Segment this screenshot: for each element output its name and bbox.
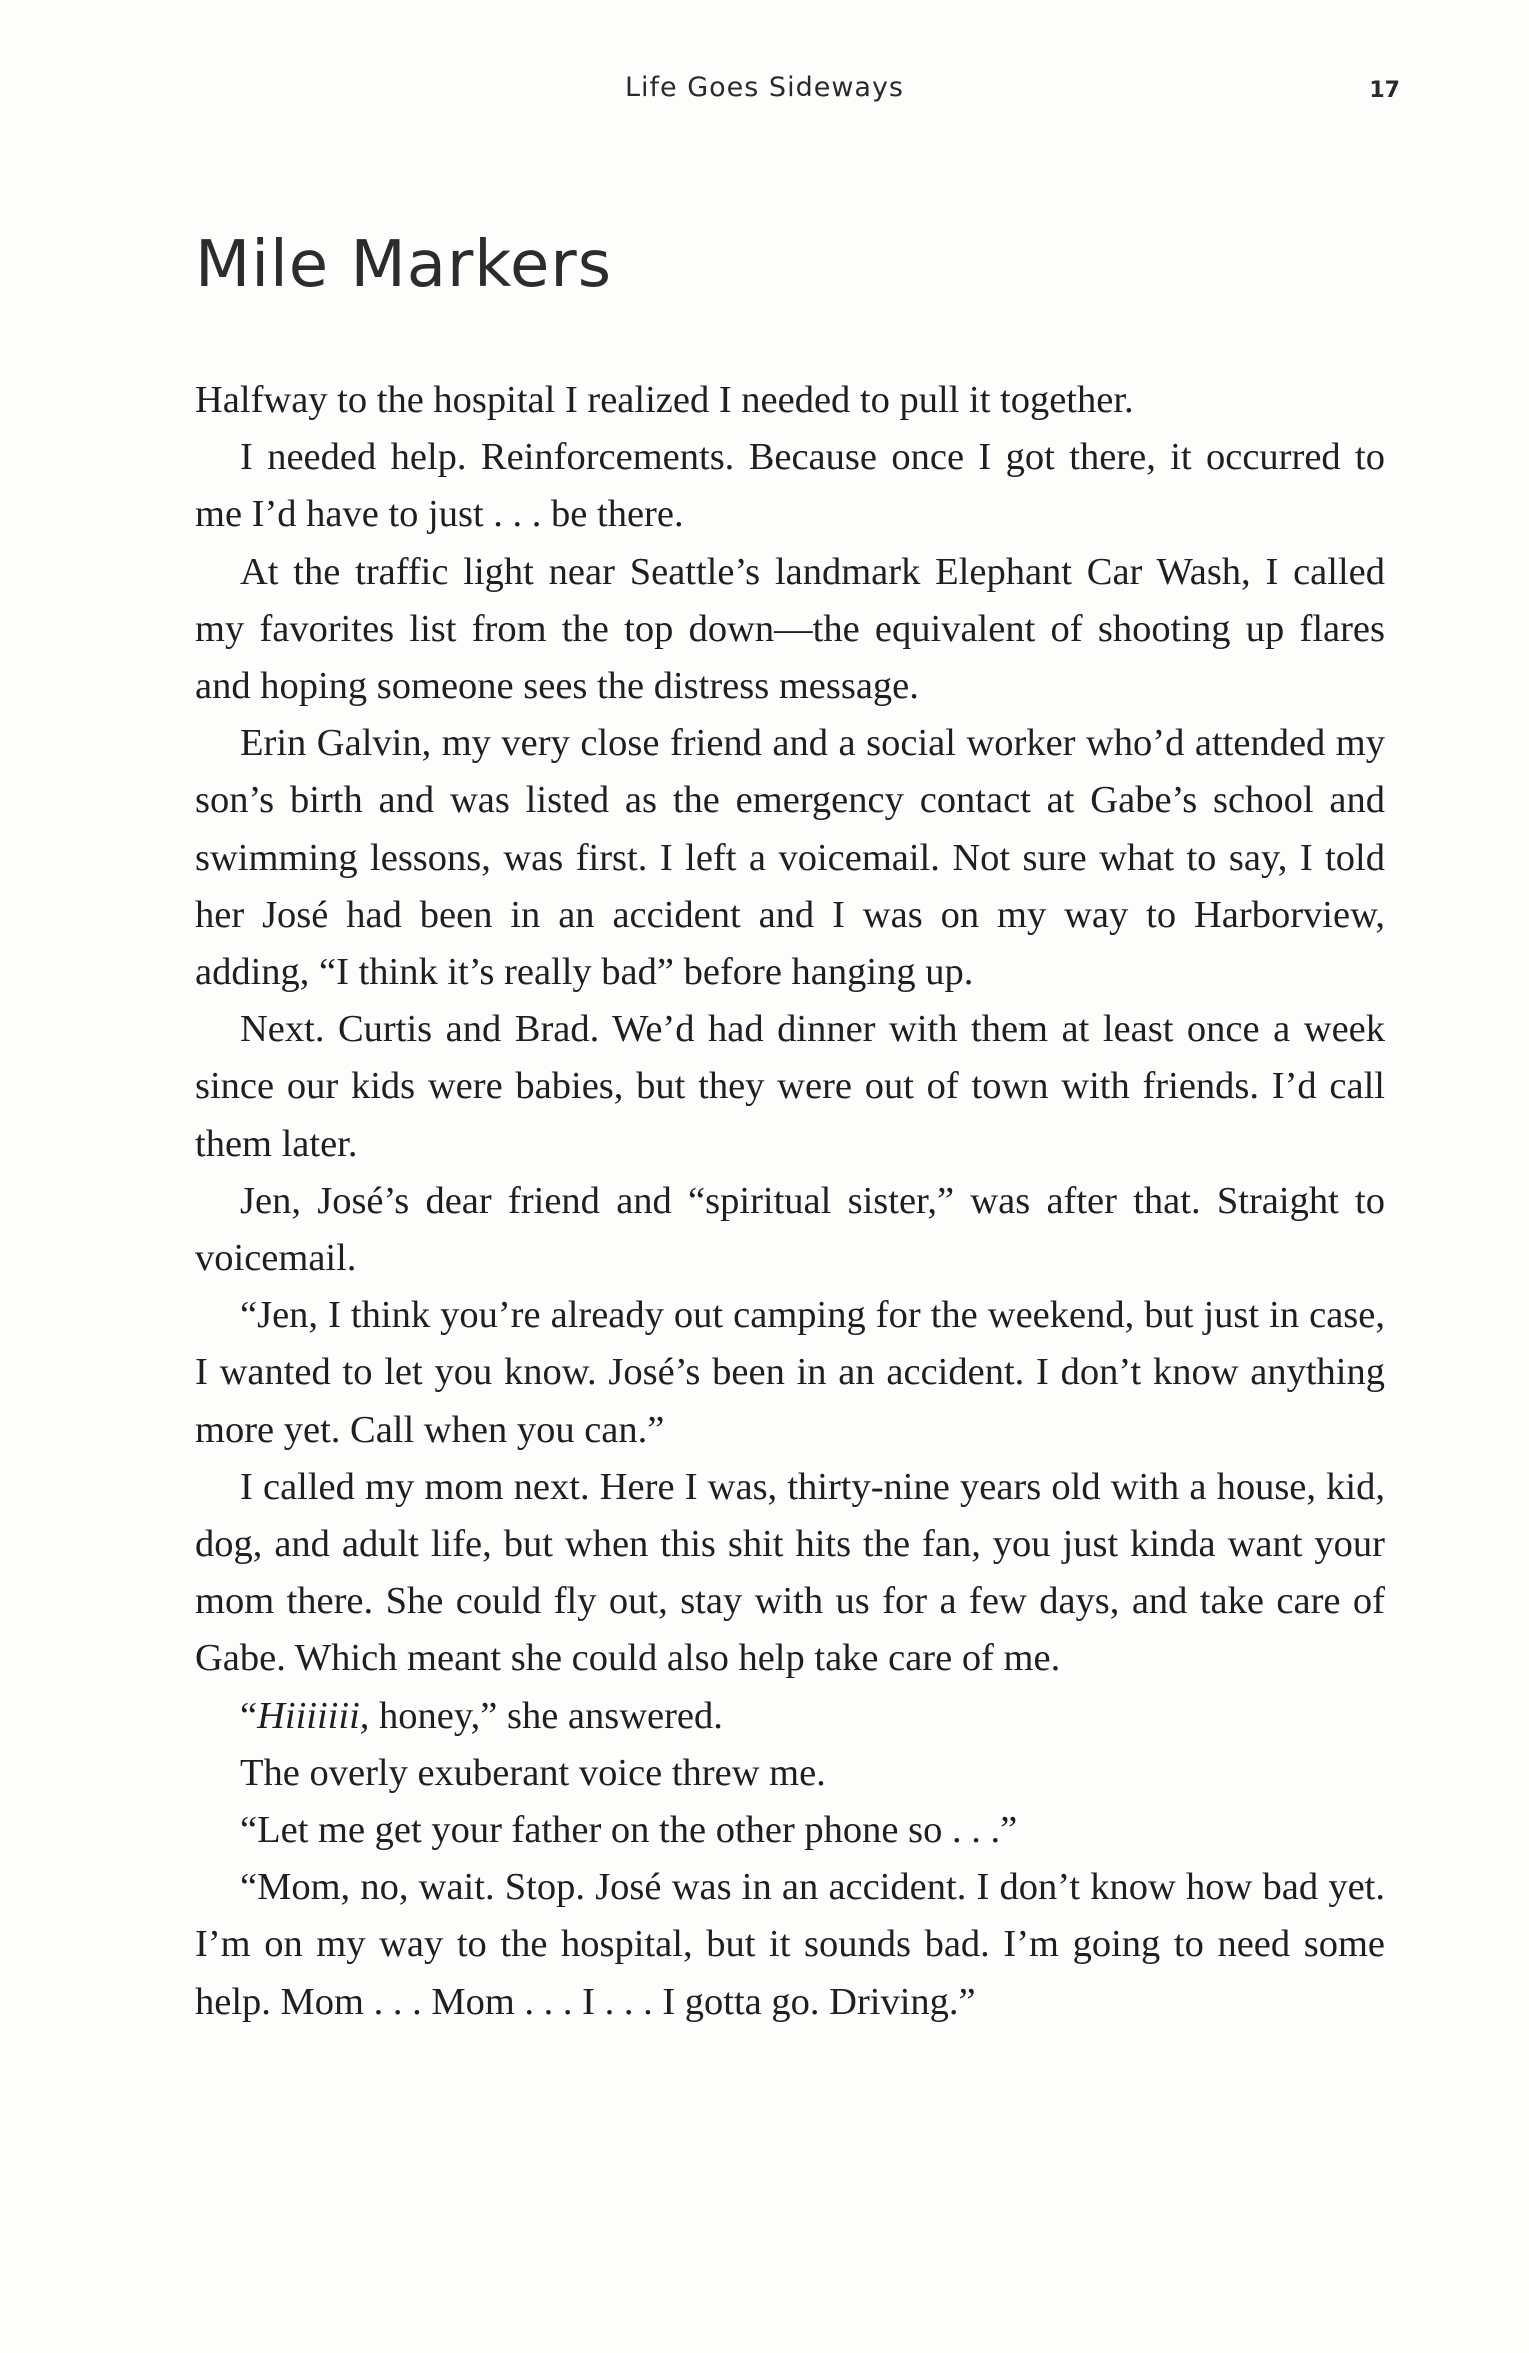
page-number: 17	[1369, 78, 1400, 103]
paragraph: Erin Galvin, my very close friend and a social worker who’d attended my son’s birth and was listed as the emergency contact at Gabe’s school and swimming lessons, was first. I left a voicemail. Not sure what to say, I told her José had been in an accident and I was on my way to Harborview, adding, “I think it’s really bad” before hanging up.	[195, 722, 1385, 994]
quote-open: “	[240, 1694, 258, 1737]
emphasis-text: Hiiiiiii,	[257, 1694, 370, 1737]
paragraph: Next. Curtis and Brad. We’d had dinner with them at least once a week since our kids were babies, but they were out of town with friends. I’d call them later.	[195, 1008, 1385, 1165]
paragraph: “Mom, no, wait. Stop. José was in an accident. I don’t know how bad yet. I’m on my way to the hospital, but it sounds bad. I’m going to need some help. Mom . . . Mom . . . I . . . I gotta go. Driving.”	[195, 1866, 1385, 2023]
paragraph: The overly exuberant voice threw me.	[240, 1751, 826, 1794]
section-title: Mile Markers	[195, 228, 613, 302]
paragraph: Jen, José’s dear friend and “spiritual sister,” was after that. Straight to voicemail.	[195, 1179, 1385, 1280]
paragraph: Halfway to the hospital I realized I needed to pull it together.	[195, 379, 1134, 421]
paragraph: I needed help. Reinforcements. Because once I got there, it occurred to me I’d have to just . . . be there.	[195, 436, 1385, 536]
paragraph: I called my mom next. Here I was, thirty-nine years old with a house, kid, dog, and adult life, but when this shit hits the fan, you just kinda want your mom there. She could fly out, stay with us for a few days, and take care of Gabe. Which meant she could also help take care of me.	[195, 1465, 1385, 1680]
quote-rest: honey,” she answered.	[369, 1694, 723, 1737]
paragraph-dialogue	[195, 1688, 1385, 1745]
paragraph: “Jen, I think you’re already out camping for the weekend, but just in case, I wanted to let you know. José’s been in an accident. I don’t know anything more yet. Call when you can.”	[195, 1294, 1385, 1451]
paragraph: “Let me get your father on the other phone so . . .”	[240, 1809, 1018, 1852]
body-text	[195, 372, 1385, 2031]
running-head: Life Goes Sideways	[624, 72, 904, 103]
paragraph: At the traffic light near Seattle’s landmark Elephant Car Wash, I called my favorites list from the top down—the equivalent of shooting up flares and hoping someone sees the distress message.	[195, 550, 1385, 708]
